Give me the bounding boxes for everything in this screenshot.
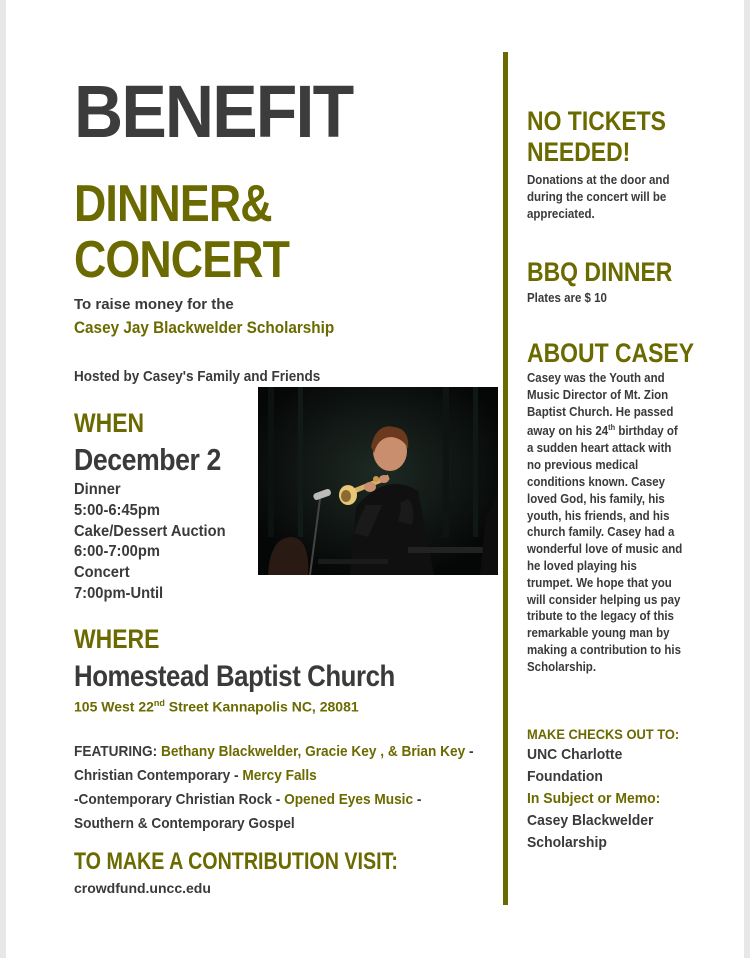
schedule-item: Cake/Dessert Auction bbox=[74, 522, 226, 540]
address-part: Street Kannapolis NC, 28081 bbox=[164, 698, 359, 715]
featured-artist: Bethany Blackwelder, Gracie Key , & Brian Key bbox=[160, 743, 466, 760]
schedule-item: 5:00-6:45pm bbox=[74, 501, 160, 519]
contribution-url: crowdfund.uncc.edu bbox=[74, 880, 211, 896]
venue-name: Homestead Baptist Church bbox=[74, 660, 395, 693]
schedule-item: 6:00-7:00pm bbox=[74, 543, 160, 561]
raise-text: To raise money for the bbox=[74, 296, 234, 313]
bbq-section bbox=[527, 257, 727, 307]
address-part: 105 West 22 bbox=[74, 698, 154, 715]
about-suffix: th bbox=[608, 423, 616, 433]
featuring-label: FEATURING: bbox=[74, 743, 158, 760]
tickets-section bbox=[527, 106, 727, 222]
about-text-part: Casey was the Youth and Music Director of Mt. Zion Baptist Church. He passed away on his 24 bbox=[527, 371, 674, 439]
bbq-heading: BBQ DINNER bbox=[527, 257, 673, 287]
memo-label: In Subject or Memo: bbox=[527, 790, 661, 807]
checks-line: UNC Charlotte bbox=[527, 746, 623, 763]
schedule-item: Dinner bbox=[74, 481, 121, 498]
genre-text: Southern & Contemporary Gospel bbox=[74, 815, 295, 832]
genre-text: -Christian Contemporary - bbox=[74, 743, 474, 784]
when-heading: WHEN bbox=[74, 408, 145, 438]
column-divider bbox=[503, 52, 508, 905]
checks-line: Foundation bbox=[527, 768, 603, 785]
trumpet-player-illustration bbox=[258, 387, 498, 575]
featured-artist: Opened Eyes Music bbox=[284, 791, 414, 808]
about-heading: ABOUT CASEY bbox=[527, 338, 695, 368]
where-heading: WHERE bbox=[74, 624, 160, 654]
schedule-list bbox=[74, 480, 258, 605]
featuring-block bbox=[74, 740, 484, 836]
checks-section bbox=[527, 726, 727, 854]
flyer-page bbox=[6, 0, 744, 958]
tickets-heading-2: NEEDED! bbox=[527, 137, 631, 167]
bbq-text: Plates are $ 10 bbox=[527, 291, 607, 305]
trumpet-player-photo bbox=[258, 387, 498, 575]
tickets-heading-1: NO TICKETS bbox=[527, 106, 666, 136]
event-date: December 2 bbox=[74, 442, 221, 477]
genre-text: -Contemporary Christian Rock - bbox=[74, 791, 281, 808]
checks-heading: MAKE CHECKS OUT TO: bbox=[527, 726, 680, 742]
memo-line: Scholarship bbox=[527, 834, 607, 851]
venue-address bbox=[74, 698, 359, 715]
flyer-title: BENEFIT bbox=[74, 70, 353, 153]
subtitle-line-2: CONCERT bbox=[74, 231, 290, 289]
tickets-text: Donations at the door and during the concert will be appreciated. bbox=[527, 173, 670, 221]
hosted-by: Hosted by Casey's Family and Friends bbox=[74, 368, 321, 385]
schedule-item: Concert bbox=[74, 564, 130, 582]
separator: - bbox=[413, 791, 422, 808]
about-section bbox=[527, 338, 727, 676]
contribution-heading: TO MAKE A CONTRIBUTION VISIT: bbox=[74, 848, 398, 875]
about-text-part: birthday of a sudden heart attack with no previous medical conditions known. Casey loved God, his family, his youth, his friends, and his church family. Casey had a wonderful love of music and he loved playing his trumpet. We hope that you will consider helping us pay tribute to the legacy of this remarkable young man by making a contribution to his Scholarship. bbox=[527, 424, 683, 674]
scholarship-name: Casey Jay Blackwelder Scholarship bbox=[74, 318, 335, 337]
about-text bbox=[527, 370, 683, 676]
event-subtitle bbox=[74, 176, 289, 288]
schedule-item: 7:00pm-Until bbox=[74, 584, 164, 602]
subtitle-line-1: DINNER& bbox=[74, 175, 272, 233]
memo-line: Casey Blackwelder bbox=[527, 812, 654, 829]
address-suffix: nd bbox=[153, 698, 165, 708]
featured-artist: Mercy Falls bbox=[242, 767, 317, 784]
